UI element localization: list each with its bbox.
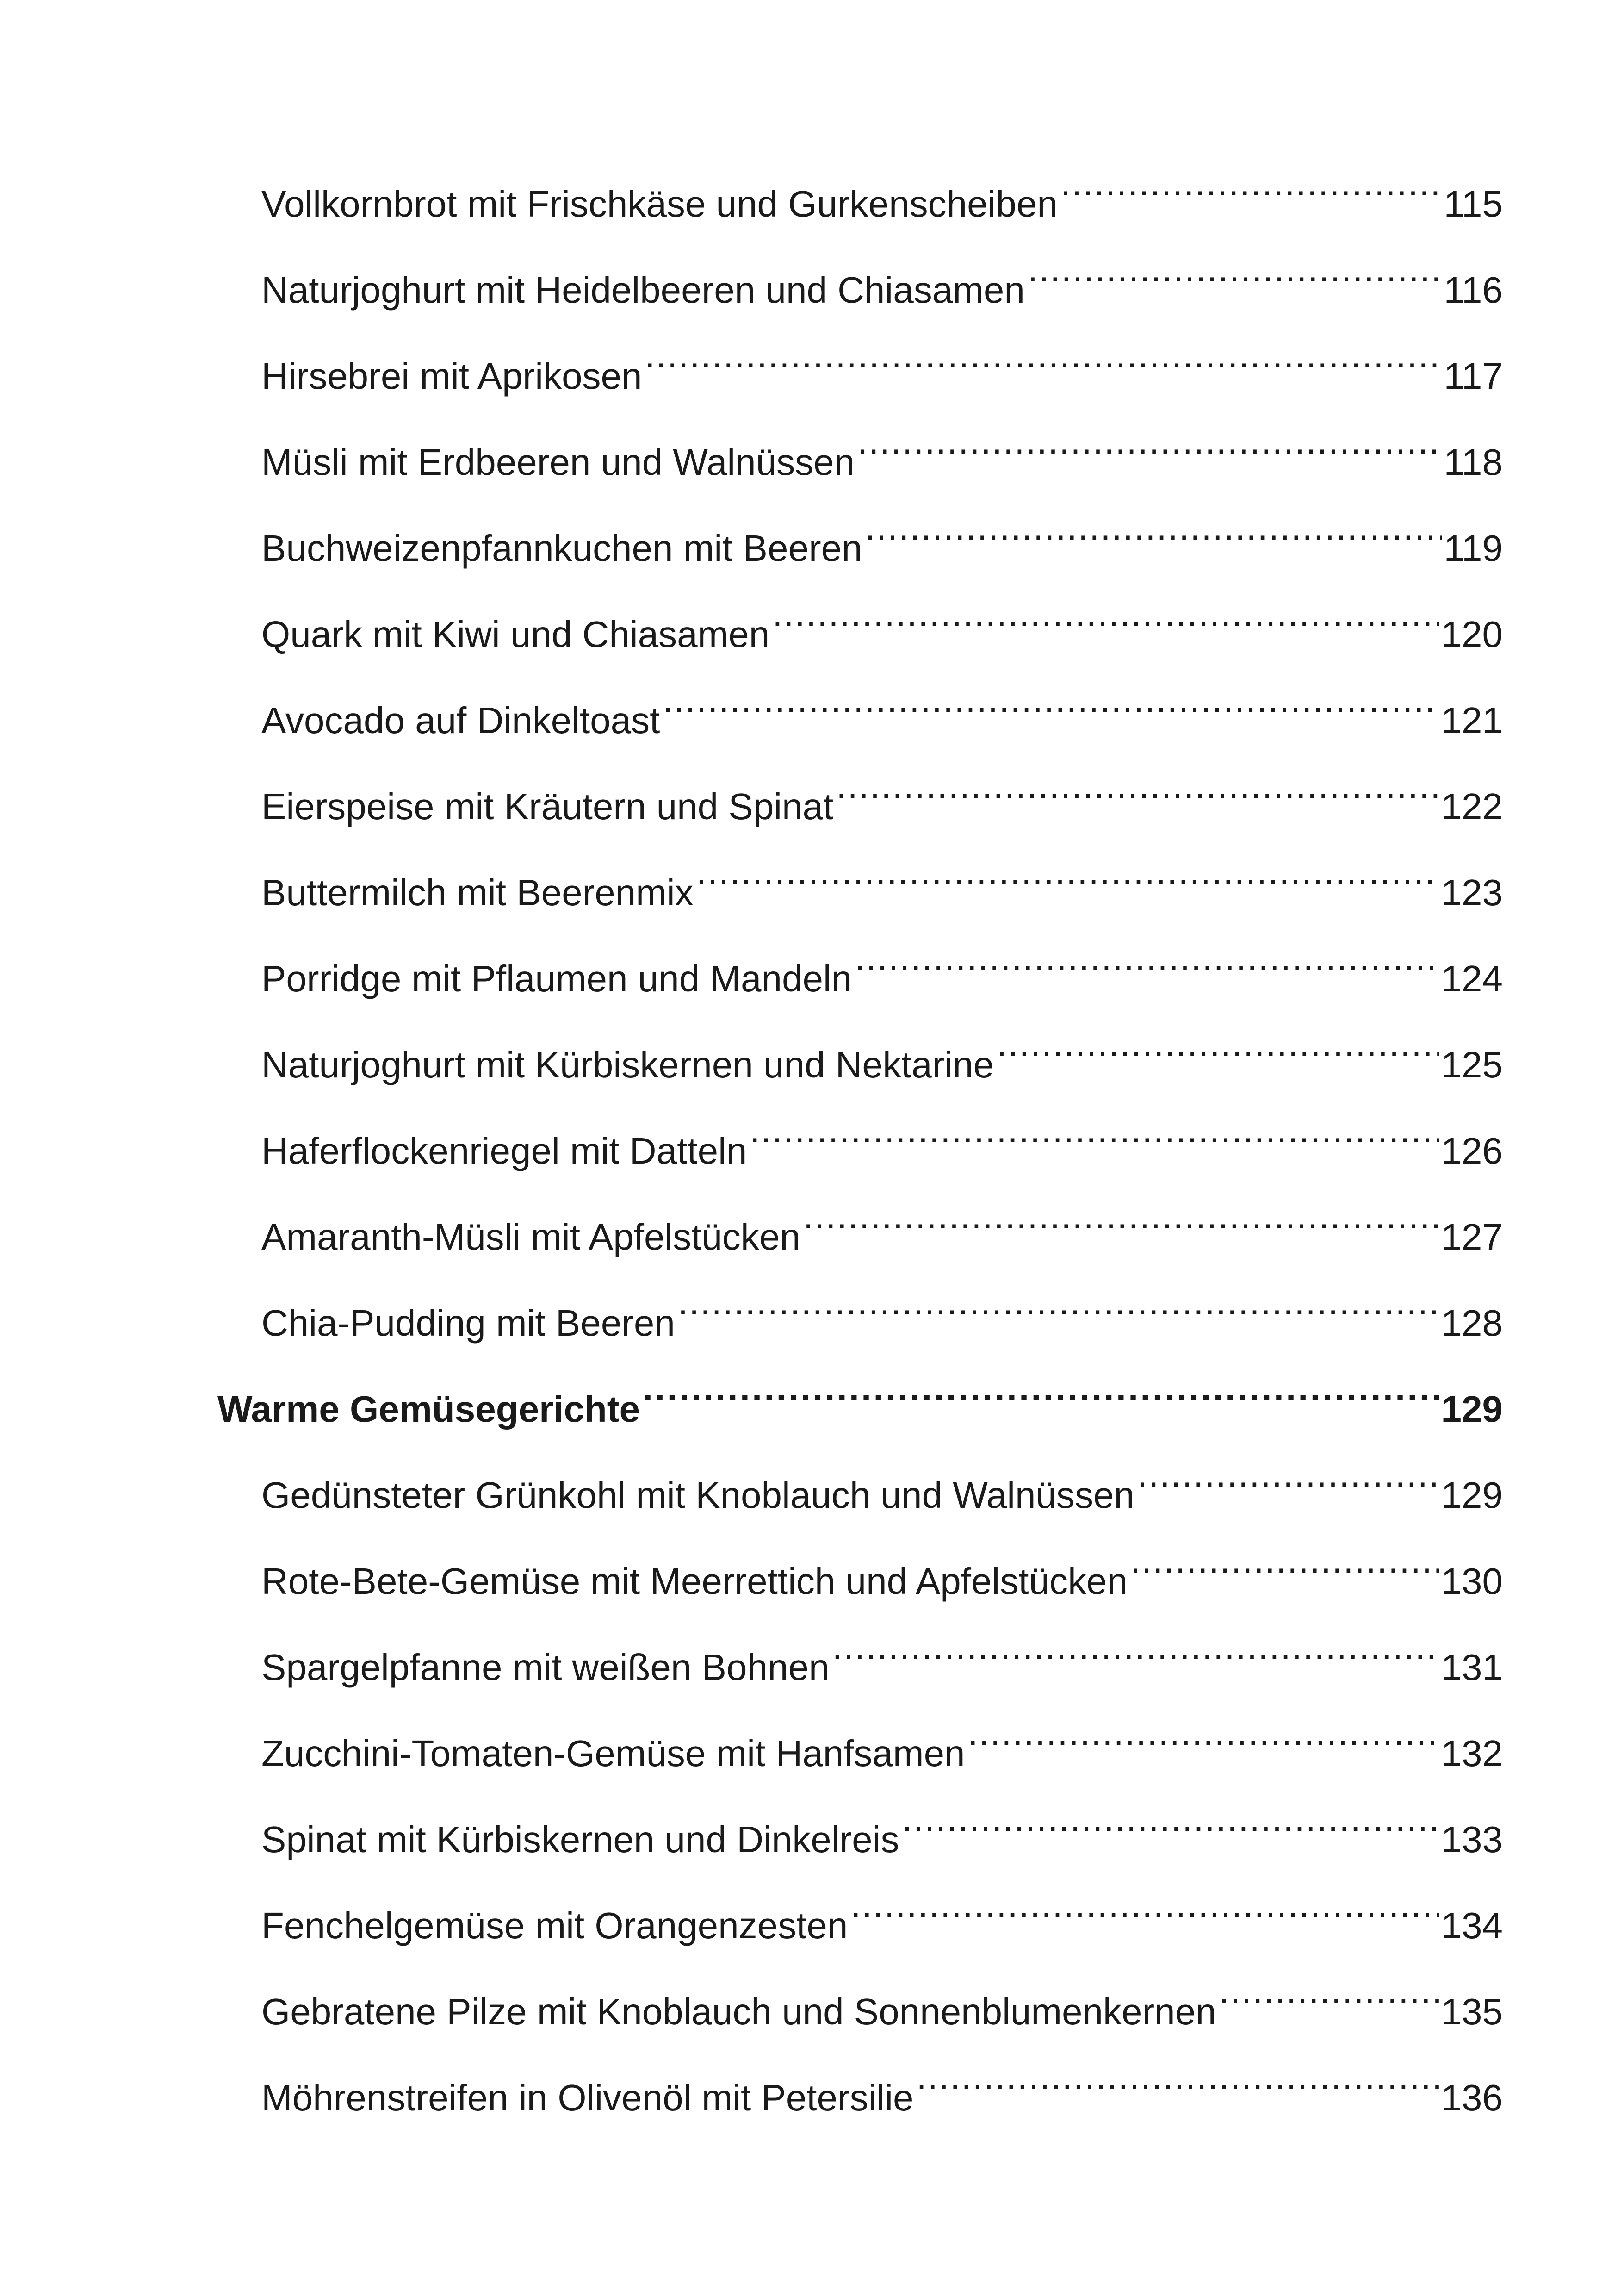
dot-leader <box>865 510 1442 561</box>
dot-leader <box>803 1199 1439 1250</box>
toc-entry[interactable] <box>261 2060 1503 2118</box>
toc-entry-page: 120 <box>1441 614 1503 655</box>
dot-leader <box>857 424 1442 475</box>
toc-entry[interactable] <box>261 854 1503 913</box>
toc-entry-page: 115 <box>1444 183 1503 224</box>
toc-entry-page: 134 <box>1441 1905 1503 1946</box>
toc-entry[interactable] <box>261 338 1503 397</box>
dot-leader <box>1028 252 1442 303</box>
toc-entry-page: 119 <box>1444 528 1503 569</box>
toc-entry[interactable] <box>261 252 1503 311</box>
dot-leader <box>902 1801 1439 1852</box>
toc-entry[interactable] <box>261 940 1503 999</box>
toc-entry-page: 133 <box>1441 1819 1503 1860</box>
toc-entry-title: Avocado auf Dinkeltoast <box>261 700 660 741</box>
toc-entry[interactable] <box>261 166 1503 224</box>
toc-entry-title: Buchweizenpfannkuchen mit Beeren <box>261 528 862 569</box>
toc-entry[interactable] <box>261 424 1503 483</box>
toc-entry-title: Müsli mit Erdbeeren und Walnüssen <box>261 442 855 483</box>
toc-section-title: Warme Gemüsegerichte <box>217 1388 640 1430</box>
toc-entry[interactable] <box>261 682 1503 741</box>
toc-entry[interactable] <box>261 1113 1503 1171</box>
toc-entry-title: Quark mit Kiwi und Chiasamen <box>261 614 770 655</box>
dot-leader <box>772 596 1439 647</box>
toc-entry-page: 118 <box>1444 442 1503 483</box>
toc-entry-title: Gebratene Pilze mit Knoblauch und Sonnenblumenkernen <box>261 1991 1216 2032</box>
toc-entry-title: Rote-Bete-Gemüse mit Meerrettich und Apfelstücken <box>261 1561 1128 1602</box>
dot-leader <box>968 1715 1439 1766</box>
toc-entry-title: Haferflockenriegel mit Datteln <box>261 1130 747 1171</box>
toc-entry[interactable] <box>261 1457 1503 1516</box>
toc-entry-page: 126 <box>1441 1130 1503 1171</box>
dot-leader <box>696 854 1439 905</box>
dot-leader <box>916 2060 1439 2110</box>
toc-entry-page: 127 <box>1441 1216 1503 1257</box>
toc-entry-page: 116 <box>1444 269 1503 311</box>
toc-entry-page: 125 <box>1441 1044 1503 1085</box>
dot-leader <box>1130 1543 1439 1594</box>
dot-leader <box>1137 1457 1439 1508</box>
toc-entry-page: 129 <box>1441 1475 1503 1516</box>
dot-leader <box>1219 1973 1439 2024</box>
dot-leader <box>645 338 1442 389</box>
toc-entry-title: Möhrenstreifen in Olivenöl mit Petersilie <box>261 2077 914 2118</box>
toc-entry-page: 122 <box>1441 786 1503 827</box>
dot-leader <box>678 1285 1439 1336</box>
toc-entry-page: 123 <box>1441 872 1503 913</box>
toc-entry-title: Spinat mit Kürbiskernen und Dinkelreis <box>261 1819 899 1860</box>
toc-entry-title: Zucchini-Tomaten-Gemüse mit Hanfsamen <box>261 1733 965 1774</box>
toc-entry[interactable] <box>261 1027 1503 1085</box>
dot-leader <box>836 768 1439 819</box>
toc-entry-title: Porridge mit Pflaumen und Mandeln <box>261 958 852 999</box>
toc-entry-page: 128 <box>1441 1302 1503 1344</box>
toc-entry-title: Naturjoghurt mit Kürbiskernen und Nektarine <box>261 1044 994 1085</box>
toc-entry-title: Buttermilch mit Beerenmix <box>261 872 694 913</box>
toc-section-heading[interactable] <box>217 1371 1503 1430</box>
dot-leader <box>997 1027 1439 1077</box>
toc-entry-page: 117 <box>1444 355 1503 397</box>
toc-entry-page: 130 <box>1441 1561 1503 1602</box>
toc-entry-title: Fenchelgemüse mit Orangenzesten <box>261 1905 848 1946</box>
dot-leader <box>855 940 1439 991</box>
toc-entry[interactable] <box>261 1973 1503 2032</box>
toc-entry-title: Spargelpfanne mit weißen Bohnen <box>261 1647 830 1688</box>
toc-section-page: 129 <box>1441 1388 1503 1430</box>
toc-entry-page: 132 <box>1441 1733 1503 1774</box>
dot-leader <box>1060 166 1442 217</box>
dot-leader <box>850 1887 1439 1938</box>
toc-entry-title: Gedünsteter Grünkohl mit Knoblauch und Walnüssen <box>261 1475 1134 1516</box>
toc-entry[interactable] <box>261 1285 1503 1344</box>
toc-entry[interactable] <box>261 1715 1503 1774</box>
dot-leader <box>663 682 1439 733</box>
toc-entry-title: Naturjoghurt mit Heidelbeeren und Chiasamen <box>261 269 1025 311</box>
toc-entry-page: 124 <box>1441 958 1503 999</box>
toc-entry-page: 131 <box>1441 1647 1503 1688</box>
dot-leader <box>643 1371 1439 1422</box>
toc-entry-title: Hirsebrei mit Aprikosen <box>261 355 642 397</box>
toc-entry[interactable] <box>261 768 1503 827</box>
toc-entry[interactable] <box>261 1199 1503 1257</box>
toc-entry-page: 121 <box>1441 700 1503 741</box>
toc-entry-title: Vollkornbrot mit Frischkäse und Gurkenscheiben <box>261 183 1058 224</box>
toc-entry-page: 135 <box>1441 1991 1503 2032</box>
toc-entry-title: Chia-Pudding mit Beeren <box>261 1302 675 1344</box>
toc-entry[interactable] <box>261 1801 1503 1860</box>
dot-leader <box>750 1113 1439 1164</box>
toc-entry[interactable] <box>261 510 1503 569</box>
toc-entry[interactable] <box>261 596 1503 655</box>
toc-entry[interactable] <box>261 1887 1503 1946</box>
toc-entry-title: Amaranth-Müsli mit Apfelstücken <box>261 1216 800 1257</box>
toc-entry[interactable] <box>261 1629 1503 1688</box>
toc-entry[interactable] <box>261 1543 1503 1602</box>
toc-entry-title: Eierspeise mit Kräutern und Spinat <box>261 786 834 827</box>
toc-entry-page: 136 <box>1441 2077 1503 2118</box>
dot-leader <box>832 1629 1439 1680</box>
